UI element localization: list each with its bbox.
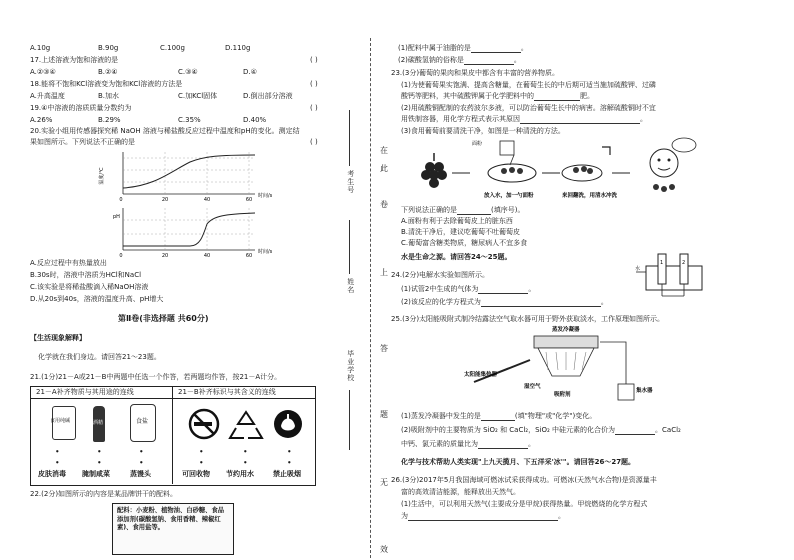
- q21a-label-salt: 食盐: [136, 418, 149, 425]
- tube-2-label: 2: [682, 260, 686, 266]
- bowl-flour-icon: [488, 141, 536, 182]
- q23-option-b: B.清洗干净后，建议吃葡萄不吐葡萄皮: [401, 228, 521, 236]
- label-humid-air: 湿空气: [524, 384, 541, 390]
- section-label: 【生活现象解释】: [30, 334, 86, 342]
- q19-paren: ( ): [310, 104, 318, 112]
- exam-number-line: [349, 110, 350, 166]
- q22-part2: (2)碳酸氢钠的俗称是 。: [398, 56, 521, 64]
- q24-stem: 24.(2分)电解水实验如图所示。: [391, 271, 490, 279]
- q19-option-a: A.26%: [30, 116, 53, 124]
- q20-charts: [95, 146, 285, 258]
- q25-part2-line2: 中钙、氯元素的质量比为 。: [401, 440, 535, 448]
- temp-tick-60: 60: [245, 197, 253, 203]
- water-intro: 水是生命之源。请回答24～25题。: [401, 253, 512, 261]
- q21b-dot-6: ●: [288, 460, 291, 464]
- q19-stem: 19.④中溶液的溶质质量分数约为: [30, 104, 132, 112]
- washing-bowl-icon: [562, 147, 610, 181]
- q23-part3: (3)食用葡萄前要清洗干净，如图是一种清洗的方法。: [401, 127, 565, 135]
- margin-char-3: 卷: [380, 200, 388, 209]
- q21-table-header-line: [30, 398, 315, 399]
- q25-part1: (1)蒸发冷凝器中发生的是 (填"物理"或"化学")变化。: [401, 412, 597, 420]
- electrolysis-figure: [636, 252, 716, 304]
- q21b-title: 21－B补齐标识与其含义的连线: [178, 388, 276, 396]
- q16-option-d: D.110g: [225, 44, 251, 52]
- part2-title: 第Ⅱ卷(非选择题 共60分): [118, 314, 209, 323]
- fig-label-step1: 放入水，加一勺面粉: [484, 193, 534, 199]
- q21a-item-disinfect: 皮肤消毒: [38, 470, 66, 478]
- ph-tick-20: 20: [161, 253, 169, 259]
- margin-char-1: 在: [380, 146, 388, 155]
- water-label: 水: [635, 266, 641, 272]
- q26-part1-line2: 为 。: [401, 512, 565, 520]
- q20-stem-line2: 果如图所示。下列说法不正确的是: [30, 138, 135, 146]
- q21b-dot-1: ●: [200, 449, 203, 453]
- q22-stem: 22.(2分)如图所示的内容是某品牌饼干的配料。: [30, 490, 178, 498]
- q21b-dot-3: ●: [288, 449, 291, 453]
- q21a-item-pickle: 腌制咸菜: [82, 470, 110, 478]
- temp-ylabel: 温度/℃: [99, 167, 105, 185]
- q18-stem: 18.能将不饱和KCl溶液变为饱和KCl溶液的方法是: [30, 80, 183, 88]
- binding-line: [370, 38, 371, 558]
- q18-option-a: A.升高温度: [30, 92, 65, 100]
- q17-option-c: C.③④: [178, 68, 198, 76]
- margin-char-6: 题: [380, 410, 388, 419]
- temperature-chart: [123, 152, 255, 194]
- q21b-dot-5: ●: [244, 460, 247, 464]
- q21b-item-recyclable: 可回收物: [182, 470, 210, 478]
- q20-option-d: D.从20s到40s，溶液的温度升高、pH增大: [30, 295, 164, 303]
- q16-option-a: A.10g: [30, 44, 51, 52]
- label-condenser: 蒸发冷凝器: [552, 327, 580, 333]
- school-line: [349, 390, 350, 450]
- name-line: [349, 220, 350, 274]
- q21a-label-soda: 食用纯碱: [50, 418, 71, 424]
- q21a-item-bun: 蒸馒头: [130, 470, 151, 478]
- q17-option-d: D.④: [243, 68, 257, 76]
- q21a-dot-3: ●: [140, 449, 143, 453]
- q23-options-intro: 下列说法正确的是 (填序号)。: [401, 206, 525, 214]
- q17-stem: 17.上述溶液为饱和溶液的是: [30, 56, 119, 64]
- q16-option-c: C.100g: [160, 44, 185, 52]
- label-name: 姓名: [346, 278, 355, 294]
- label-school: 毕业学校: [346, 350, 355, 382]
- q21a-dot-1: ●: [56, 449, 59, 453]
- q21-stem: 21.(1分)21－A或21－B中两题中任选一个作答，若两题均作答，按21－A计分。: [30, 373, 282, 381]
- fig-label-flour: 面粉: [472, 141, 483, 147]
- q23-part2-line2: 用铁制容器，用化学方程式表示其原因 。: [401, 115, 647, 123]
- grape-bunch-icon: [421, 153, 447, 188]
- ph-chart: [123, 208, 255, 250]
- q18-option-d: D.倒出部分溶液: [243, 92, 293, 100]
- ingredients-label: [112, 503, 234, 555]
- no-smoking-icon: [190, 410, 218, 438]
- q21b-dot-2: ●: [244, 449, 247, 453]
- q21-table-divider: [172, 386, 173, 484]
- water-saving-icon: [274, 410, 302, 438]
- q23-part1-line2: 酸钙等肥料，其中硫酸钾属于化学肥料中的 肥。: [401, 92, 594, 100]
- margin-char-4: 上: [380, 268, 388, 277]
- tech-intro: 化学与技术帮助人类实现"上九天揽月、下五洋采'冰'"。请回答26～27题。: [401, 458, 636, 466]
- q18-paren: ( ): [310, 80, 318, 88]
- ph-tick-40: 40: [203, 253, 211, 259]
- label-solar-collector: 太阳能集热器: [464, 372, 498, 378]
- section-intro: 化学就在我们身边。请回答21～23题。: [38, 353, 161, 361]
- q21a-label-alcohol: 酒精: [93, 420, 104, 426]
- q23-stem: 23.(3分)葡萄的果肉和果皮中都含有丰富的营养物质。: [391, 69, 560, 77]
- q21b-item-save-water: 节约用水: [226, 470, 254, 478]
- margin-char-7: 无: [380, 478, 388, 487]
- tube-1-label: 1: [660, 260, 664, 266]
- label-exam-number: 考生号: [346, 170, 355, 194]
- q26-part1-line1: (1)生活中，可以利用天然气(主要成分是甲烷)获得热量。甲烷燃烧的化学方程式: [401, 500, 648, 508]
- q21a-title: 21－A补齐物质与其用途的连线: [36, 388, 134, 396]
- recycle-icon: [230, 412, 262, 438]
- q21a-dot-6: ●: [140, 460, 143, 464]
- ph-xlabel: 时间/s: [258, 249, 273, 255]
- solar-water-device: [454, 322, 664, 406]
- q21a-dot-2: ●: [98, 449, 101, 453]
- temp-tick-0: 0: [119, 197, 123, 203]
- margin-char-5: 答: [380, 344, 388, 353]
- q18-option-b: B.加水: [98, 92, 120, 100]
- grape-washing-figure: [412, 137, 712, 205]
- ingredients-text: 配料：小麦粉、植物油、白砂糖、食品添加剂(碳酸氢钠、食用香精、辣椒红素)、食用盐等。: [117, 507, 225, 531]
- q21a-dot-4: ●: [56, 460, 59, 464]
- q20-option-a: A.反应过程中有热量放出: [30, 259, 107, 267]
- q19-option-d: D.40%: [243, 116, 267, 124]
- margin-char-8: 效: [380, 545, 388, 554]
- q19-option-b: B.29%: [98, 116, 121, 124]
- q23-part1-line1: (1)为使葡萄果实饱满、提高含糖量，在葡萄生长的中后期可适当施加硫酸钾、过磷: [401, 81, 656, 89]
- q17-option-b: B.②④: [98, 68, 118, 76]
- q24-part2: (2)该反应的化学方程式为 。: [401, 298, 608, 306]
- ph-ylabel: pH: [113, 214, 120, 220]
- q16-option-b: B.90g: [98, 44, 119, 52]
- q20-option-b: B.30s时，溶液中溶质为HCl和NaCl: [30, 271, 142, 279]
- q25-part2-line1: (2)吸附剂中的主要物质为 SiO₂ 和 CaCl₂，SiO₂ 中硅元素的化合价为 。CaCl₂: [401, 426, 681, 434]
- q23-part2-line1: (2)用硫酸铜配制的农药波尔多液，可以防治葡萄生长中的病害。溶解硫酸铜时不宜: [401, 104, 656, 112]
- q21a-dot-5: ●: [98, 460, 101, 464]
- q26-stem-line2: 富的高效清洁能源，能释放出天然气。: [401, 488, 520, 496]
- q23-option-c: C.葡萄富含糖类物质，糖尿病人不宜多食: [401, 239, 528, 247]
- temp-tick-40: 40: [203, 197, 211, 203]
- label-adsorbent: 吸附剂: [554, 392, 571, 398]
- q20-stem-line1: 20.实验小组用传感器探究稀 NaOH 溶液与稀盐酸反应过程中温度和pH的变化。测定结: [30, 127, 300, 135]
- q20-paren: ( ): [310, 138, 318, 146]
- margin-char-2: 此: [380, 164, 388, 173]
- q18-option-c: C.加KCl固体: [178, 92, 218, 100]
- q17-paren: ( ): [310, 56, 318, 64]
- q25-stem: 25.(3分)太阳能吸附式制冷结露法空气取水器可用于野外获取淡水，工作原理如图所示。: [391, 315, 665, 323]
- q21b-icons: [186, 404, 306, 446]
- q26-stem-line1: 26.(3分)2017年5月我国海域可燃冰试采获得成功。可燃冰(天然气水合物)是资源量丰: [391, 476, 657, 484]
- ph-tick-0: 0: [119, 253, 123, 259]
- q23-option-a: A.面粉有利于去除葡萄皮上的脏东西: [401, 217, 513, 225]
- q21b-item-no-smoking: 禁止吸烟: [273, 470, 301, 478]
- temp-tick-20: 20: [161, 197, 169, 203]
- ph-tick-60: 60: [245, 253, 253, 259]
- fig-label-step2: 来回翻洗，用清水冲洗: [562, 193, 618, 199]
- q22-part1: (1)配料中属于油脂的是 。: [398, 44, 528, 52]
- q21b-dot-4: ●: [200, 460, 203, 464]
- q19-option-c: C.35%: [178, 116, 201, 124]
- temp-xlabel: 时间/s: [258, 193, 273, 199]
- q24-part1: (1)试管2中生成的气体为 。: [401, 285, 536, 293]
- label-water-collector: 集水器: [636, 388, 653, 394]
- child-eating-icon: [650, 138, 696, 192]
- q20-option-c: C.该实验是将稀盐酸滴入稀NaOH溶液: [30, 283, 149, 291]
- q17-option-a: A.②③④: [30, 68, 56, 76]
